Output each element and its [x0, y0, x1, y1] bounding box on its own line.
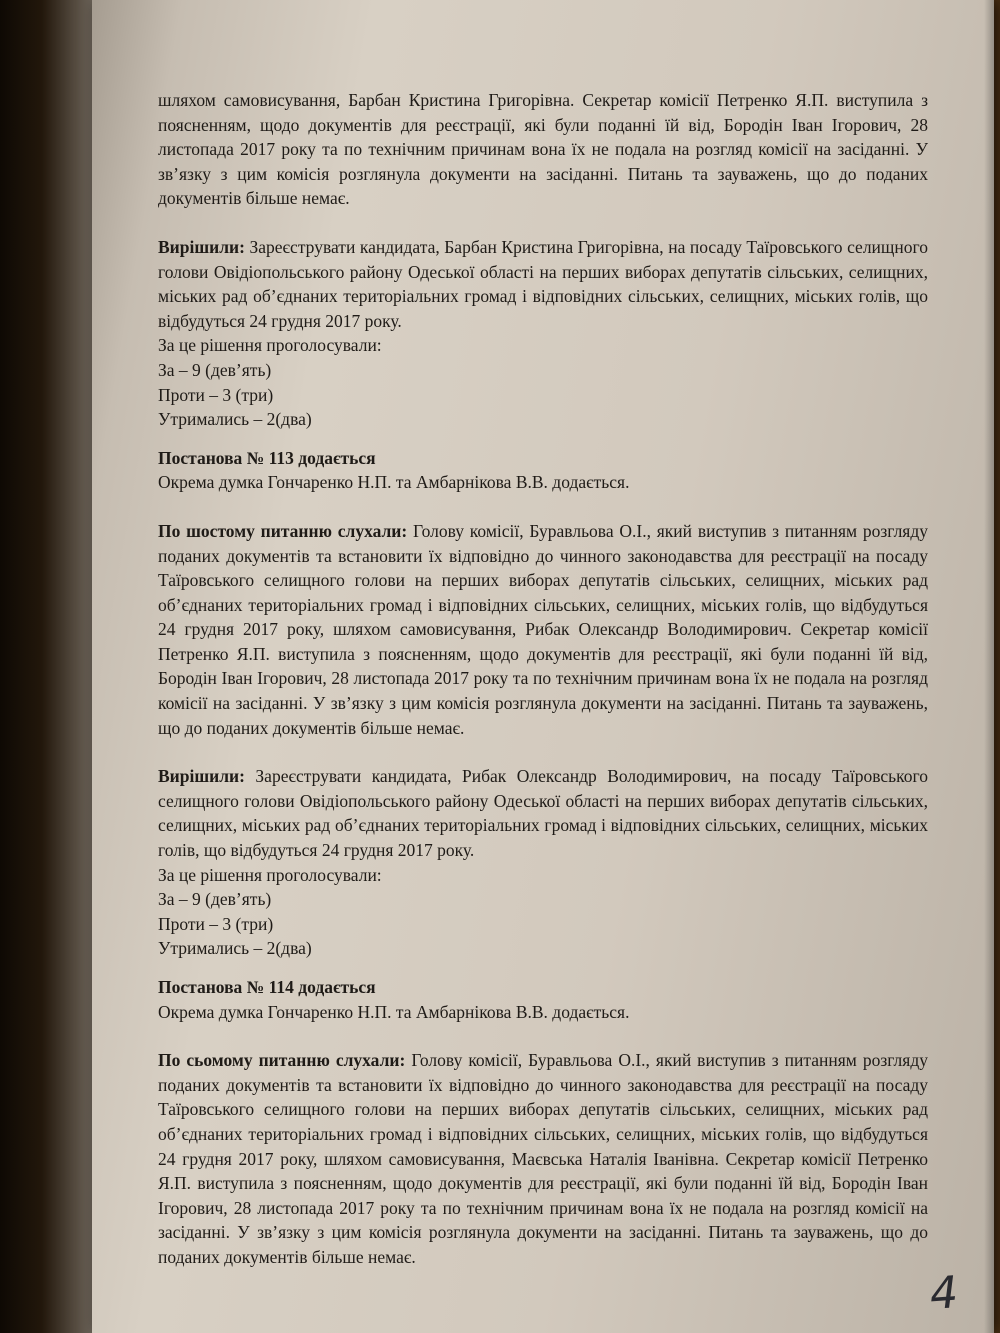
decision-text: Зареєструвати кандидата, Барбан Кристина Григорівна, на посаду Таїровського селищного голови Овідіопольського району Одеської області на перших виборах депутатів сільських, селищних, міських рад об’єднаних територіальних громад і відповідних сільських, селищних, міських голів, що відбудуться 24 грудня 2017 року. — [158, 236, 928, 331]
seventh-question-label: По сьомому питанню слухали: — [158, 1050, 406, 1071]
votes-for: За – 9 (дев’ять) — [158, 889, 272, 910]
seventh-question-paragraph — [158, 1048, 928, 1269]
resolution-title: Постанова № 113 додається — [158, 447, 376, 468]
decision-paragraph — [158, 764, 928, 862]
seventh-question-block — [158, 1048, 928, 1269]
decision-label: Вирішили: — [158, 766, 245, 787]
votes-for: За – 9 (дев’ять) — [158, 359, 272, 380]
sixth-question-paragraph — [158, 519, 928, 740]
document-body — [158, 88, 928, 1270]
decision-text: Зареєструвати кандидата, Рибак Олександр Володимирович, на посаду Таїровського селищного голови Овідіопольського району Одеської області на перших виборах депутатів сільських, селищних, міських рад об’єднаних територіальних громад і відповідних сільських, селищних, міських голів, що відбудуться 24 грудня 2017 року. — [158, 766, 929, 861]
decision-paragraph — [158, 235, 928, 333]
voted-title: За це рішення проголосували: — [158, 335, 382, 356]
decision-label: Вирішили: — [158, 236, 245, 257]
sixth-question-label: По шостому питанню слухали: — [158, 520, 408, 541]
sixth-question-text: Голову комісії, Буравльова О.І., який виступив з питанням розгляду поданих документів та встановити їх відповідно до чинного законодавства для реєстрації на посаду Таїровського селищного голови на перших виборах депутатів сільських, селищних, міських рад об’єднаних територіальних громад і відповідних сільських, селищних, міських голів, що відбудуться 24 грудня 2017 року, шляхом самовисування, Рибак Олександр Володимирович. Секретар комісії Петренко Я.П. виступила з поясненням, щодо документів для реєстрації, які були поданні їй від, Бородін Іван Ігорович, 28 листопада 2017 року та по технічним причинам вона їх не подала на розгляд комісії на засіданні. У зв’язку з цим комісія розглянула документи на засіданні. Питань та зауважень, що до поданих документів більше немає. — [158, 520, 929, 738]
votes-against: Проти – 3 (три) — [158, 913, 274, 934]
sixth-question-block — [158, 519, 928, 740]
decision-block-1 — [158, 235, 928, 432]
opening-paragraph: шляхом самовисування, Барбан Кристина Григорівна. Секретар комісії Петренко Я.П. виступила з поясненням, щодо документів для реєстрації, які були поданні їй від, Бородін Іван Ігорович, 28 листопада 2017 року та по технічним причинам вона їх не подала на розгляд комісії на засіданні. У зв’язку з цим комісія розглянула документи на засіданні. Питань та зауважень, що до поданих документів більше немає. — [158, 90, 928, 209]
seventh-question-text: Голову комісії, Буравльова О.І., який виступив з питанням розгляду поданих документів та встановити їх відповідно до чинного законодавства для реєстрації на посаду Таїровського селищного голови на перших виборах депутатів сільських, селищних, міських рад об’єднаних територіальних громад і відповідних сільських, селищних, міських голів, що відбудуться 24 грудня 2017 року, шляхом самовисування, Маєвська Наталія Іванівна. Секретар комісії Петренко Я.П. виступила з поясненням, щодо документів для реєстрації, які були поданні їй від, Бородін Іван Ігорович, 28 листопада 2017 року та по технічним причинам вона їх не подала на розгляд комісії на засіданні. У зв’язку з цим комісія розглянула документи на засіданні. Питань та зауважень, що до поданих документів більше немає. — [158, 1050, 928, 1267]
voted-title: За це рішення проголосували: — [158, 864, 382, 885]
page-number: 4 — [928, 1267, 960, 1320]
resolution-title: Постанова № 114 додається — [158, 977, 376, 997]
resolution-note: Окрема думка Гончаренко Н.П. та Амбарнікова В.В. додається. — [158, 472, 630, 493]
resolution-block-1 — [158, 446, 928, 495]
resolution-block-2 — [158, 975, 928, 1024]
resolution-note: Окрема думка Гончаренко Н.П. та Амбарнікова В.В. додається. — [158, 1001, 630, 1022]
votes-against: Проти – 3 (три) — [158, 384, 274, 405]
votes-abstained: Утримались – 2(два) — [158, 938, 312, 959]
votes-abstained: Утримались – 2(два) — [158, 409, 312, 430]
decision-block-2 — [158, 764, 928, 961]
